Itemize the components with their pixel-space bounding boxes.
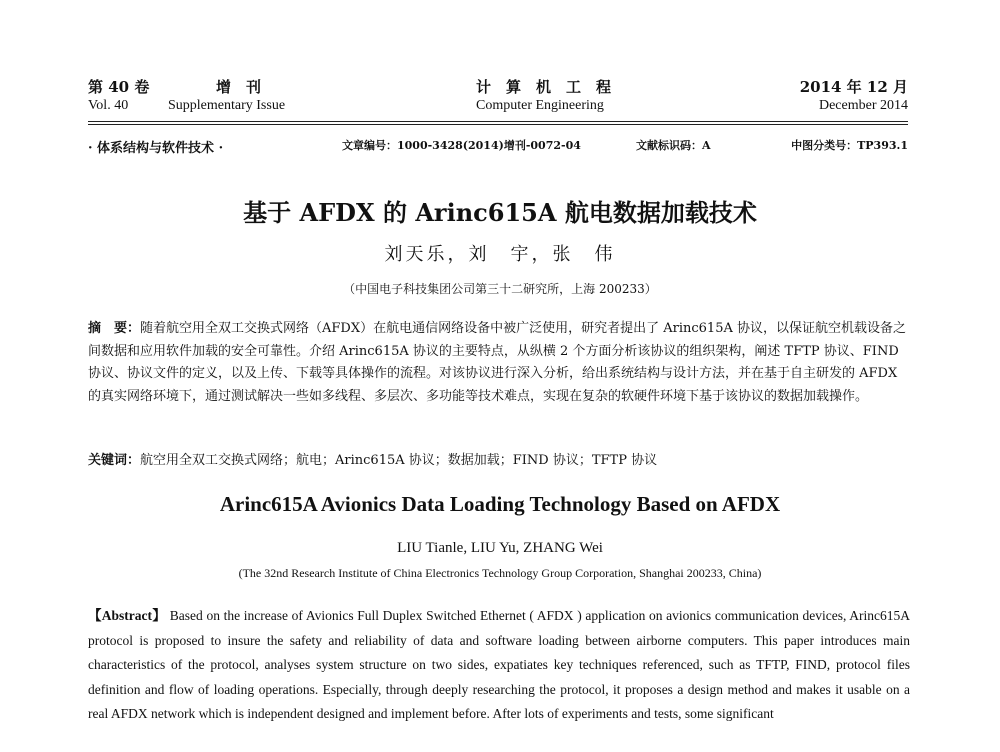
journal-header-en (88, 98, 908, 120)
abstract-zh-label: 摘 要： (88, 321, 141, 336)
header-rule-thin (88, 124, 908, 125)
volume-zh: 第 40 卷 (88, 78, 150, 96)
section-label: · 体系结构与软件技术 · (88, 141, 224, 156)
abstract-en (88, 604, 910, 727)
date-zh: 2014 年 12 月 (799, 78, 908, 96)
paper-title-zh: 基于 AFDX 的 Arinc615A 航电数据加载技术 (243, 198, 757, 227)
abstract-en-label: 【Abstract】 (88, 608, 167, 623)
issue-en: Supplementary Issue (168, 98, 286, 113)
authors-zh: 刘天乐，刘 宇，张 伟 (384, 244, 616, 265)
journal-name-en: Computer Engineering (476, 98, 604, 113)
affiliation-zh: （中国电子科技集团公司第三十二研究所，上海 200233） (343, 282, 657, 296)
abstract-zh-text: 随着航空用全双工交换式网络（AFDX）在航电通信网络设备中被广泛使用，研究者提出了 Arinc615A 协议，以保证航空机载设备之间数据和应用软件加载的安全可靠性。介绍 Arinc615A 协议的主要特点，从纵横 2 个方面分析该协议的组织架构，阐述 TFTP 协议、FIND 协议、协议文件的定义，以及上传、下载等具体操作的流程。对该协议进行深入分析，给出系统结构与设计方法，并在基于自主研发的 AFDX 的真实网络环境下，通过测试解决一些如多线程、多层次、多功能等技术难点，实现在复杂的软硬件环境下基于该协议的数据加载操作。 (88, 321, 906, 404)
keywords-zh-label: 关键词： (88, 453, 141, 468)
article-number: 文章编号：1000-3428(2014)增刊-0072-04 (342, 139, 581, 152)
date-en: December 2014 (818, 98, 908, 113)
header-rule-thick (88, 121, 908, 122)
classification-number: 中图分类号：TP393.1 (791, 139, 908, 152)
document-code: 文献标识码：A (636, 139, 711, 152)
journal-name-zh: 计 算 机 工 程 (476, 78, 612, 96)
abstract-en-text: Based on the increase of Avionics Full Duplex Switched Ethernet ( AFDX ) application on avionics communication devices, Arinc615A protocol is proposed to insure the safety and reliability of data and software loading between airborne computers. This paper introduces main characteristics of the protocol, analyses system structure on two sides, expatiates key techniques referenced, such as TFTP, FIND, protocol files definition and flow of loading operations. Especially, through deeply researching the protocol, it proposes a design method and makes it usable on a real AFDX network which is independent designed and implement before. After lots of experiments and tests, some significant (88, 608, 910, 721)
paper-title-en: Arinc615A Avionics Data Loading Technology Based on AFDX (219, 492, 781, 516)
issue-zh: 增 刊 (216, 78, 262, 96)
volume-en: Vol. 40 (88, 98, 129, 113)
keywords-zh-text: 航空用全双工交换式网络；航电；Arinc615A 协议；数据加载；FIND 协议；TFTP 协议 (140, 453, 658, 468)
abstract-zh (88, 318, 910, 408)
authors-en: LIU Tianle, LIU Yu, ZHANG Wei (397, 540, 603, 556)
article-meta (88, 137, 908, 157)
affiliation-en: (The 32nd Research Institute of China Electronics Technology Group Corporation, Shanghai 200233, China) (238, 566, 762, 580)
journal-header-zh (88, 76, 908, 100)
keywords-zh (88, 450, 910, 472)
